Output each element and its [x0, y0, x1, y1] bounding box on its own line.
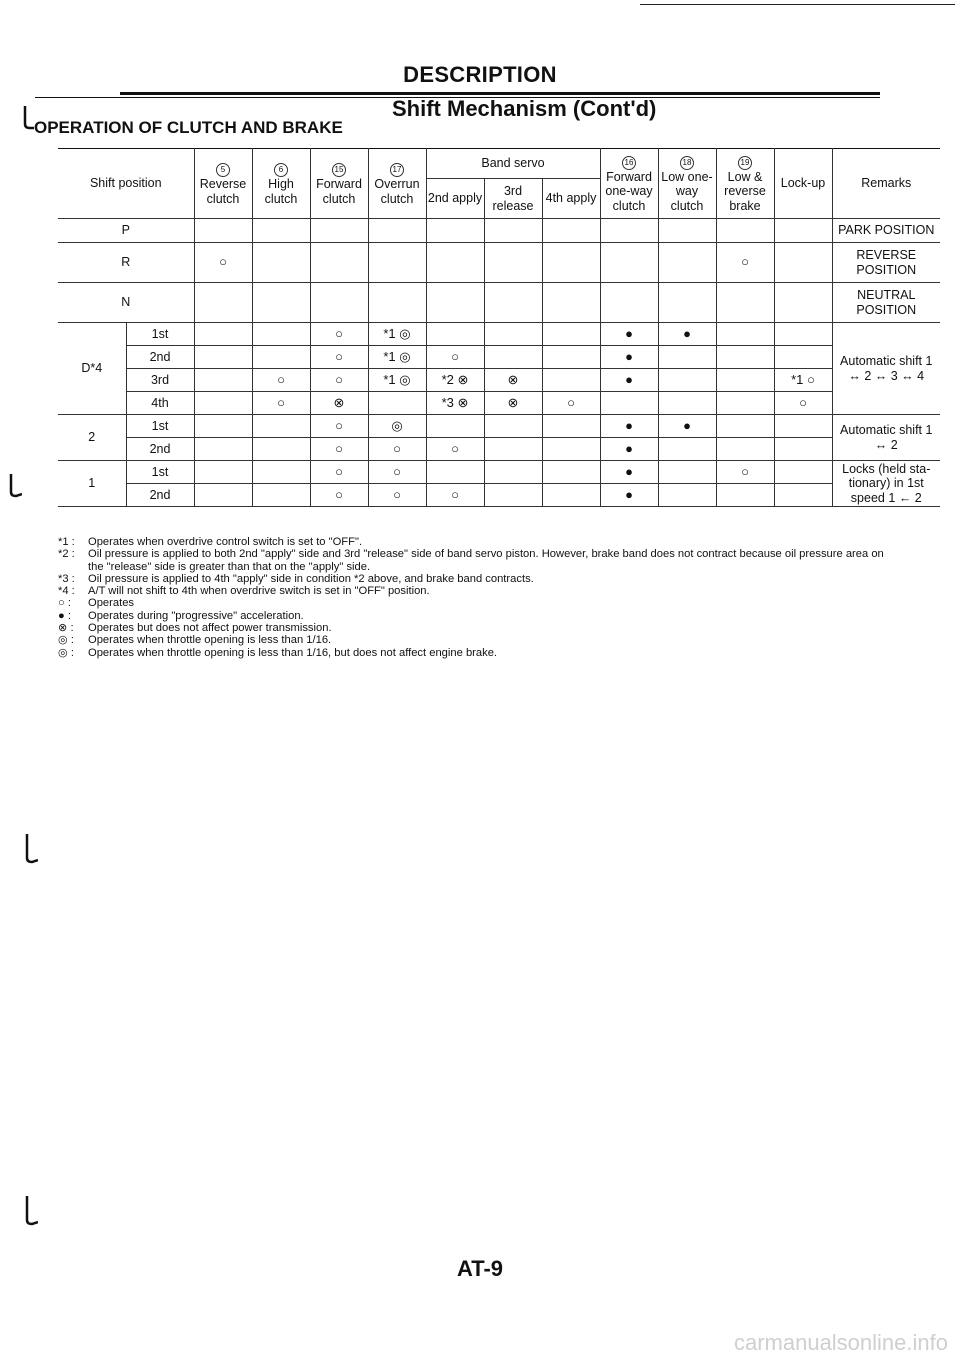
shift-n: N	[58, 283, 194, 323]
margin-mark-icon	[24, 1196, 38, 1226]
legend-progressive: ● : Operates during "progressive" acceleration.	[58, 609, 304, 622]
table-row: 2nd ○ ○ ○ ●	[58, 484, 940, 507]
header-overrun-clutch: 17 Overrun clutch	[368, 149, 426, 219]
legend-throttle-no-brake: ◎ : Operates when throttle opening is less than 1/16, but does not affect engine brake.	[58, 646, 498, 659]
legend-operates: ○ : Operates	[58, 597, 135, 610]
remarks-p: PARK POSITION	[832, 219, 940, 243]
table-row: 2nd ○ ○ ○ ●	[58, 438, 940, 461]
header-3rd-release: 3rd release	[484, 179, 542, 219]
page-number: AT-9	[456, 1256, 504, 1281]
remarks-2: Automatic shift 1 ↔ 2	[832, 415, 940, 461]
margin-mark-icon	[24, 834, 38, 864]
table-row	[58, 283, 940, 323]
remarks-r: REVERSE POSITION	[832, 243, 940, 283]
header-forward-one-way-clutch: 16 Forward one-way clutch	[600, 149, 658, 219]
margin-mark-icon	[8, 474, 22, 498]
table-row	[58, 219, 940, 243]
bracket-mark-icon	[22, 106, 34, 130]
header-band-servo: Band servo	[426, 149, 600, 179]
footnote-2: *2 : Oil pressure is applied to both 2nd "apply" side and 3rd "release" side of band servo piston. However, brake band does not contract because oil pressure area on the "release" side is greater than that on the "apply" side.	[58, 548, 884, 573]
footnote-1: *1 : Operates when overdrive control switch is set to "OFF".	[58, 536, 363, 548]
header-2nd-apply: 2nd apply	[426, 179, 484, 219]
footnote-3: *3 : Oil pressure is applied to 4th "apply" side in condition *2 above, and brake band contracts.	[58, 572, 534, 585]
clutch-brake-table	[58, 148, 940, 507]
table-row: 2 1st ○ ◎ ● ● Automatic shift 1 ↔ 2	[58, 415, 940, 438]
footnotes	[58, 536, 888, 659]
watermark: carmanualsonline.info	[733, 1330, 948, 1355]
shift-p: P	[58, 219, 194, 243]
table-row: 3rd ○ ○ *1 ◎ *2 ⊗ ⊗ ● *1 ○	[58, 369, 940, 392]
header-shift-position: Shift position	[58, 149, 194, 219]
remarks-d4: Automatic shift 1 ↔ 2 ↔ 3 ↔ 4	[832, 323, 940, 415]
top-rule	[640, 4, 955, 5]
header-4th-apply: 4th apply	[542, 179, 600, 219]
footnote-4: *4 : A/T will not shift to 4th when overdrive switch is set in "OFF" position.	[58, 585, 430, 598]
shift-d4: D*4	[58, 323, 126, 415]
table-row: 2nd ○ *1 ◎ ○ ●	[58, 346, 940, 369]
remarks-n: NEUTRAL POSITION	[832, 283, 940, 323]
header-low-reverse-brake: 19 Low & reverse brake	[716, 149, 774, 219]
legend-throttle: ◎ : Operates when throttle opening is less than 1/16.	[58, 634, 332, 647]
table-row: R ○ ○ REVERSE POSITION	[58, 243, 940, 283]
page-subtitle: Shift Mechanism (Cont'd)	[392, 96, 657, 121]
table-row: D*4 1st ○ *1 ◎ ● ● Automatic shift 1 ↔ 2 ↔ 3 ↔ 4	[58, 323, 940, 346]
header-reverse-clutch: 5 Reverse clutch	[194, 149, 252, 219]
shift-1: 1	[58, 461, 126, 507]
section-heading: OPERATION OF CLUTCH AND BRAKE	[34, 118, 343, 137]
header-lock-up: Lock-up	[774, 149, 832, 219]
header-remarks: Remarks	[832, 149, 940, 219]
legend-no-power: ⊗ : Operates but does not affect power transmission.	[58, 622, 332, 635]
table-row: 4th ○ ⊗ *3 ⊗ ⊗ ○ ○	[58, 392, 940, 415]
header-low-one-way-clutch: 18 Low one-way clutch	[658, 149, 716, 219]
remarks-1: Locks (held sta- tionary) in 1st speed 1 ← 2	[832, 461, 940, 507]
table-row: 1 1st ○ ○ ● ○ Locks (held sta- tionary) in 1st speed 1 ← 2	[58, 461, 940, 484]
header-forward-clutch: 15 Forward clutch	[310, 149, 368, 219]
page-title: DESCRIPTION	[403, 62, 557, 87]
header-rule	[120, 92, 880, 95]
header-high-clutch: 6 High clutch	[252, 149, 310, 219]
shift-2: 2	[58, 415, 126, 461]
shift-r: R	[58, 243, 194, 283]
